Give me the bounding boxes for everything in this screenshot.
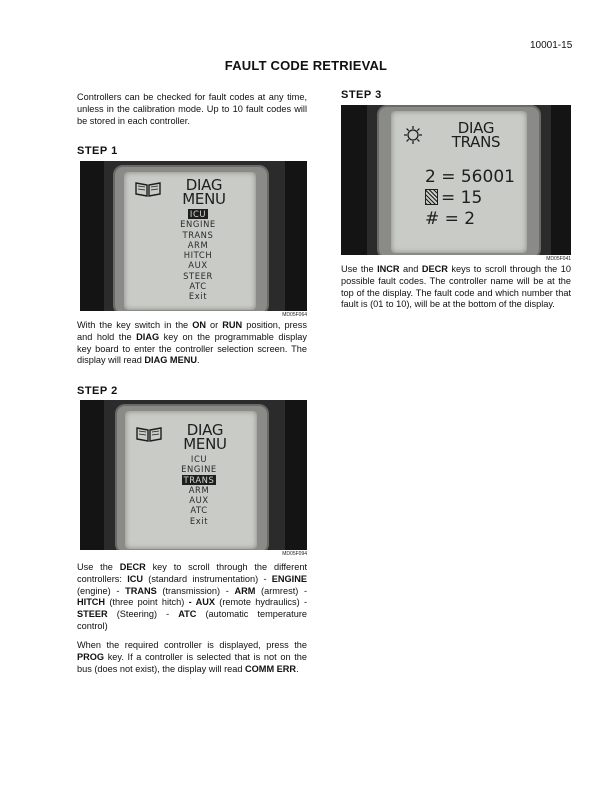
step3-heading: STEP 3 <box>341 89 382 101</box>
step2-lcd-screen <box>125 411 257 549</box>
step1-lcd-screen <box>124 172 256 310</box>
menu-item: TRANS <box>183 474 215 485</box>
menu-item: Exit <box>189 515 209 526</box>
step2-display-line1: DIAG <box>186 421 224 439</box>
menu-item: AUX <box>189 495 209 506</box>
step2-heading: STEP 2 <box>77 385 118 397</box>
menu-item: ARM <box>188 484 210 495</box>
step2-display-photo <box>80 400 307 550</box>
gear-icon <box>403 125 423 145</box>
step1-figure-id: MD05F064 <box>282 312 307 318</box>
menu-item: ICU <box>189 209 207 219</box>
step1-heading: STEP 1 <box>77 145 118 157</box>
fault-count-line: # = 2 <box>425 209 476 229</box>
book-icon <box>134 180 162 198</box>
step3-display-line1: DIAG <box>457 119 495 137</box>
menu-item: Exit <box>188 291 208 302</box>
step1-menu-list <box>162 209 234 302</box>
menu-item: TRANS <box>182 229 214 240</box>
step3-lcd-screen <box>391 111 527 253</box>
intro-paragraph: Controllers can be checked for fault codes at any time, unless in the calibration mode. Up to 10 fault codes will be stored in each controller. <box>77 92 307 126</box>
fault-code-line: 2 = 56001 <box>425 167 515 187</box>
step2-paragraph-2: When the required controller is displayed, press the PROG key. If a controller is selected that is not on the bus (does not exist), the display will read COMM ERR. <box>77 640 307 674</box>
step3-figure-id: MD05F041 <box>546 256 571 262</box>
step2-menu-list <box>163 454 235 526</box>
menu-item: ENGINE <box>180 219 216 230</box>
book-icon <box>135 425 163 443</box>
menu-item: STEER <box>183 270 213 281</box>
menu-item: AUX <box>188 260 208 271</box>
step3-paragraph: Use the INCR and DECR keys to scroll through the 10 possible fault codes. The controller name will be at the top of the display. The fault code and which number that fault is (01 to 10), will be at the bottom of the display. <box>341 264 571 310</box>
menu-item: ICU <box>190 454 208 464</box>
step2-figure-id: MD05F094 <box>282 551 307 557</box>
menu-item: ATC <box>190 505 208 516</box>
menu-item: ARM <box>187 239 209 250</box>
step1-display-photo <box>80 161 307 311</box>
step2-display-line2: MENU <box>183 435 227 453</box>
page-number: 10001-15 <box>530 40 573 51</box>
step1-display-line2: MENU <box>182 190 226 208</box>
step3-display-photo <box>341 105 571 255</box>
fault-number-line: = 15 <box>425 188 515 209</box>
fault-box-icon <box>425 189 438 205</box>
page-title: FAULT CODE RETRIEVAL <box>224 58 388 73</box>
menu-item: ENGINE <box>181 464 217 475</box>
menu-item: HITCH <box>183 250 213 261</box>
step3-display-line2: TRANS <box>451 133 501 151</box>
menu-item: ATC <box>189 281 207 292</box>
step2-paragraph-1: Use the DECR key to scroll through the different controllers: ICU (standard instrumentation) - ENGINE (engine) - TRANS (transmission) - ARM (armrest) - HITCH (three point hitch) - AUX (remote hydraulics) - STEER (Steering) - ATC (automatic temperature control) <box>77 562 308 631</box>
step1-paragraph: With the key switch in the ON or RUN position, press and hold the DIAG key on the programmable display key board to enter the controller selection screen. The display will read DIAG MENU. <box>77 320 307 366</box>
step3-fault-readout <box>425 167 515 230</box>
step1-display-line1: DIAG <box>185 176 223 194</box>
